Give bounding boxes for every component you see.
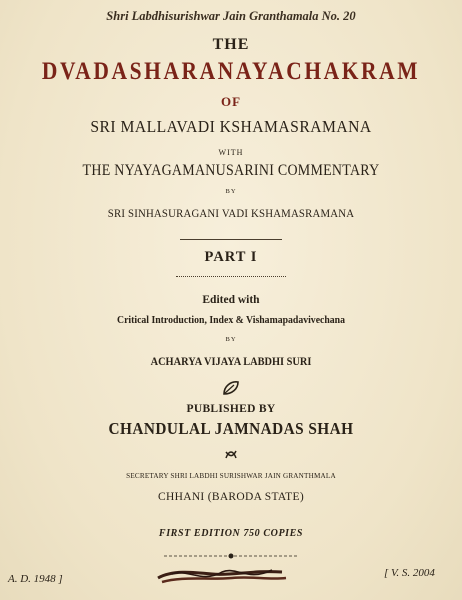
commentator-name: SRI SINHASURAGANI VADI KSHAMASRAMANA	[107, 206, 355, 220]
part-number: PART I	[204, 249, 258, 265]
commentary-title: THE NYAYAGAMANUSARINI COMMENTARY	[82, 162, 380, 179]
divider-rule-top	[180, 239, 282, 240]
place-text: CHHANI (BARODA STATE)	[158, 491, 304, 503]
divider-rule-bottom	[176, 276, 286, 277]
edited-with-text: Edited with	[202, 294, 260, 306]
the-heading: THE	[212, 36, 250, 53]
leaf-ornament-icon	[221, 379, 241, 397]
editor-name: ACHARYA VIJAYA LABDHI SURI	[150, 356, 312, 368]
of-text: OF	[220, 94, 242, 109]
signature-mark	[152, 560, 290, 590]
by-text-1: BY	[225, 188, 237, 195]
with-text: WITH	[218, 148, 244, 157]
book-title: DVADASHARANAYACHAKRAM	[41, 58, 421, 85]
flourish-ornament-icon	[224, 448, 238, 460]
series-name: Shri Labdhisurishwar Jain Granthamala No. 20	[106, 9, 356, 23]
introduction-text: Critical Introduction, Index & Vishamapadavivechana	[117, 315, 345, 326]
author-name: SRI MALLAVADI KSHAMASRAMANA	[90, 117, 372, 136]
by-text-2: BY	[225, 336, 237, 343]
ad-year: A. D. 1948 ]	[8, 573, 63, 585]
vs-year: [ V. S. 2004	[384, 567, 435, 579]
secretary-text: SECRETARY SHRI LABDHI SURISHWAR JAIN GRANTHMALA	[126, 471, 336, 480]
published-by-text: PUBLISHED BY	[186, 403, 276, 415]
publisher-name: CHANDULAL JAMNADAS SHAH	[108, 419, 354, 438]
edition-text: FIRST EDITION 750 COPIES	[158, 528, 304, 539]
